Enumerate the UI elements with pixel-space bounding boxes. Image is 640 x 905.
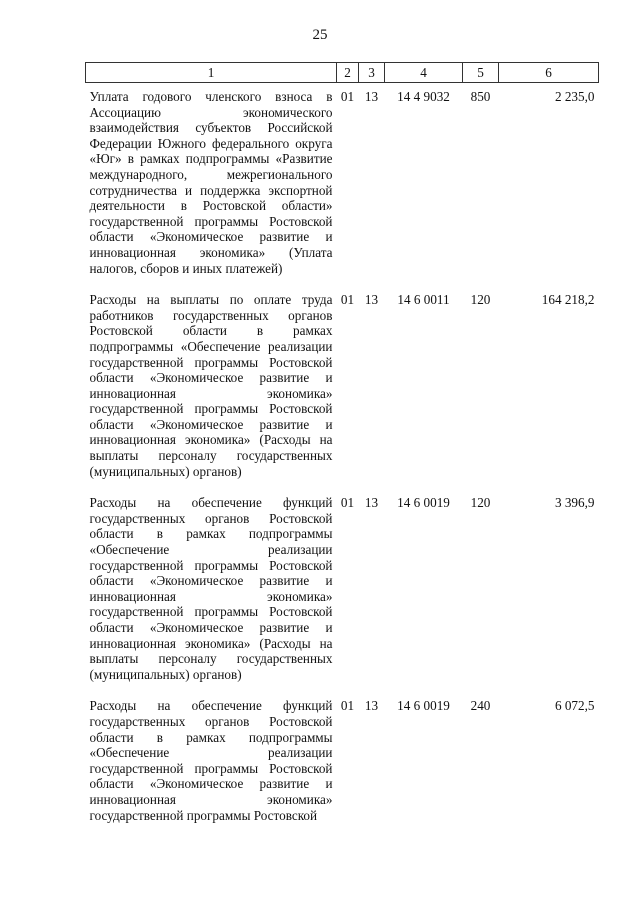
row-expense-type: 120: [470, 292, 491, 308]
row-subsection-code: 13: [364, 89, 379, 104]
header-col-4: 4: [385, 63, 463, 83]
row-description: Расходы на обеспечение функций государственных органов Ростовской области в рамках подпрограммы «Обеспечение реализации государственной программы Ростовской области «Экономическое развитие и инновационная экономика» государственной программы Ростовской: [89, 698, 333, 823]
table-row: [86, 83, 599, 287]
row-section-code: 01: [340, 698, 355, 714]
row-description: Расходы на обеспечение функций государственных органов Ростовской области в рамках подпрограммы «Обеспечение реализации государственной программы Ростовской области «Экономическое развитие и инновационная экономика» государственной программы Ростовской области «Экономическое развитие и инновационная экономика» (Расходы на выплаты персоналу государственных (муниципальных) органов): [89, 495, 333, 682]
table-row: [86, 286, 599, 489]
table-row: [86, 692, 599, 833]
header-row: [86, 63, 599, 83]
row-subsection-code: 13: [364, 495, 379, 511]
header-col-3: 3: [359, 63, 385, 83]
row-target-article: 14 6 0019: [397, 698, 450, 714]
header-col-1: 1: [86, 63, 337, 83]
budget-table: [85, 62, 599, 833]
row-section-code: 01: [340, 292, 355, 308]
row-target-article: 14 6 0019: [397, 495, 450, 511]
row-subsection-code: 13: [364, 698, 379, 714]
row-subsection-code: 13: [364, 292, 379, 308]
row-expense-type: 850: [470, 89, 491, 104]
page-number: 25: [312, 27, 328, 43]
row-expense-type: 120: [470, 495, 491, 511]
row-amount: 6 072,5: [554, 698, 595, 714]
table-row: [86, 489, 599, 692]
row-description: Расходы на выплаты по оплате труда работников государственных органов Ростовской области в рамках подпрограммы «Обеспечение реализации государственной программы Ростовской области «Экономическое развитие и инновационная экономика» государственной программы Ростовской области «Экономическое развитие и инновационная экономика» (Расходы на выплаты персоналу государственных (муниципальных) органов): [89, 292, 333, 479]
row-amount: 2 235,0: [554, 89, 595, 104]
row-target-article: 14 4 9032: [397, 89, 450, 104]
header-col-5: 5: [463, 63, 499, 83]
row-description: Уплата годового членского взноса в Ассоциацию экономического взаимодействия субъектов Российской Федерации Южного федерального округа «Юг» в рамках подпрограммы «Развитие международного, межрегионального сотрудничества и поддержка экспортной деятельности в Ростовской области» государственной программы Ростовской области «Экономическое развитие и инновационная экономика» (Уплата налогов, сборов и иных платежей): [89, 89, 333, 276]
row-amount: 3 396,9: [554, 495, 595, 511]
row-section-code: 01: [340, 495, 355, 511]
header-col-2: 2: [337, 63, 359, 83]
table-header: [86, 63, 599, 83]
header-col-6: 6: [499, 63, 599, 83]
row-amount: 164 218,2: [541, 292, 595, 308]
table-body: [86, 83, 599, 834]
row-target-article: 14 6 0011: [397, 292, 450, 308]
row-expense-type: 240: [470, 698, 491, 714]
row-section-code: 01: [340, 89, 355, 104]
